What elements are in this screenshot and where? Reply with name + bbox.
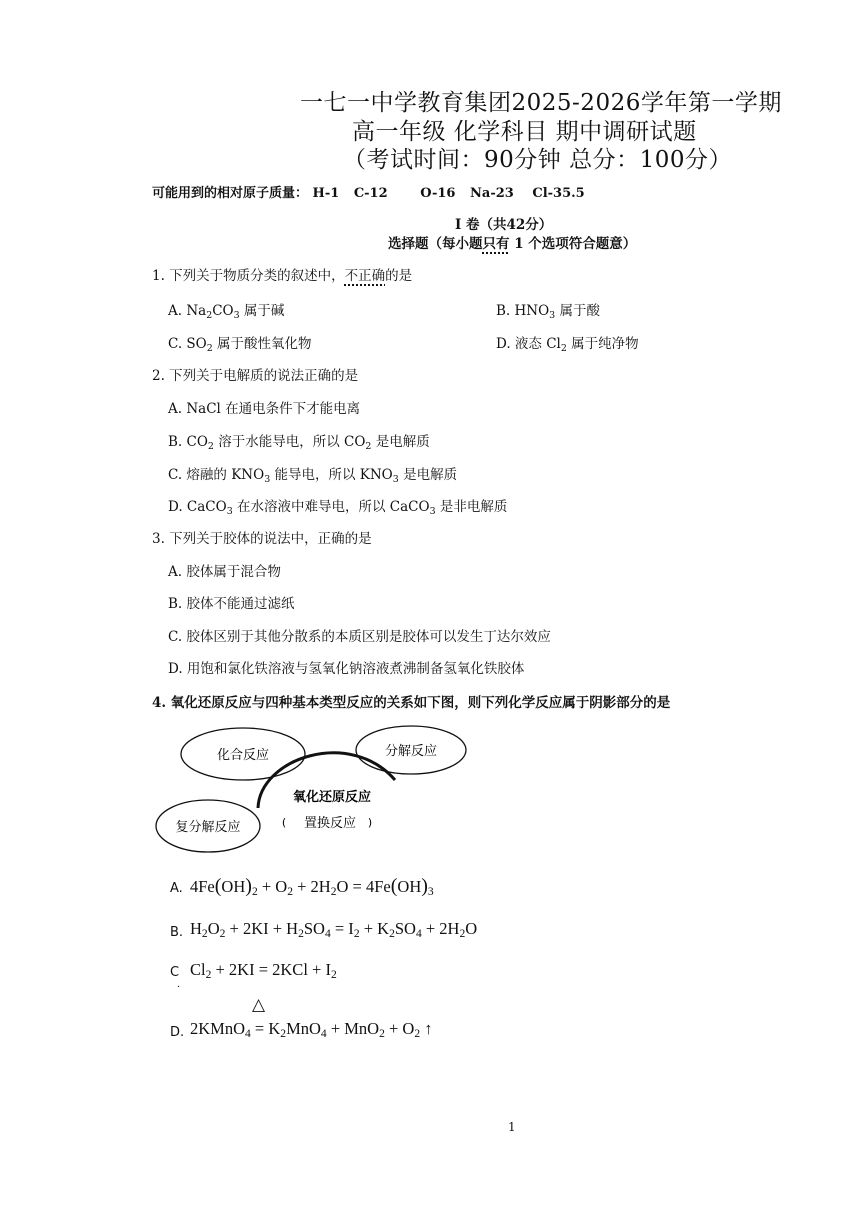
- atomic-mass-item: H-1: [312, 186, 340, 201]
- q2-d-text: D. CaCO: [168, 499, 227, 515]
- eq-text: H: [190, 919, 202, 938]
- eq-text: + 2H: [421, 919, 460, 938]
- eq-text: OH: [221, 877, 246, 896]
- q1-option-c: [168, 332, 312, 352]
- q1-a-text: 属于碱: [239, 303, 285, 319]
- q2-option-d: [168, 495, 507, 515]
- eq-text: O = 4Fe: [336, 877, 391, 896]
- q2-option-b: [168, 430, 430, 450]
- reaction-relationship-diagram: [140, 718, 480, 868]
- q4-option-a-letter: A.: [170, 881, 183, 896]
- eq-text: O: [465, 919, 478, 938]
- atomic-mass-item: Na-23: [470, 186, 514, 201]
- section-subtitle: [388, 232, 636, 252]
- q4-option-c-letter: C: [170, 965, 180, 980]
- q2-option-c: [168, 463, 457, 483]
- q1-d-text: 属于纯净物: [566, 336, 639, 352]
- eq-text: + 2KI + H: [225, 919, 299, 938]
- eq-sub: 4: [415, 928, 422, 940]
- double-displacement-label: 复分解反应: [175, 820, 241, 835]
- heat-symbol: △: [252, 995, 266, 1015]
- q1-d-text: D. 液态 Cl: [496, 336, 561, 352]
- eq-sub: 3: [427, 886, 434, 898]
- section-subtitle-post: 1 个选项符合题意）: [509, 236, 637, 252]
- eq-paren: (: [214, 875, 222, 897]
- q1-c-sub: 2: [206, 343, 213, 354]
- q1-c-text: C. SO: [168, 336, 207, 352]
- q2-d-text: 是非电解质: [435, 499, 508, 515]
- eq-sub: 2: [205, 969, 212, 981]
- eq-paren: (: [390, 875, 398, 897]
- q2-b-text: 是电解质: [371, 434, 430, 450]
- q1-b-text: B. HNO: [496, 303, 550, 319]
- exam-title-time: （考试时间：90分钟 总分：100分）: [343, 147, 732, 173]
- eq-sub: 2: [219, 928, 226, 940]
- q1-a-text: A. Na: [168, 303, 207, 319]
- q2-d-sub: 3: [429, 506, 436, 517]
- question-1-stem: [152, 264, 412, 284]
- q4-option-a-equation: [190, 875, 434, 898]
- atomic-mass-item: Cl-35.5: [532, 186, 585, 201]
- eq-text: ↑: [420, 1019, 433, 1038]
- q4-option-c-equation: [190, 960, 337, 980]
- eq-text: + K: [359, 919, 390, 938]
- q2-c-sub: 3: [264, 474, 271, 485]
- q3-option-c: C. 胶体区别于其他分散系的本质区别是胶体可以发生丁达尔效应: [168, 629, 551, 645]
- displacement-left-mark: (: [281, 816, 287, 829]
- exam-title-subject: 高一年级 化学科目 期中调研试题: [352, 119, 697, 145]
- q2-option-a: A. NaCl 在通电条件下才能电离: [168, 401, 361, 417]
- q1-stem-post: 的是: [385, 268, 413, 284]
- q3-option-a: A. 胶体属于混合物: [168, 564, 281, 580]
- eq-text: SO: [394, 919, 416, 938]
- eq-paren: ): [421, 875, 428, 897]
- combination-label: 化合反应: [216, 748, 270, 763]
- q1-d-sub: 2: [560, 343, 567, 354]
- q1-b-text: 属于酸: [555, 303, 600, 319]
- eq-sub: 2: [330, 886, 337, 898]
- q2-b-text: B. CO: [168, 434, 208, 450]
- eq-paren: ): [245, 875, 252, 897]
- q1-option-a: [168, 299, 284, 319]
- eq-sub: 2: [459, 928, 466, 940]
- eq-sub: 2: [287, 886, 293, 898]
- page-number: 1: [508, 1120, 516, 1134]
- question-2-stem: 2. 下列关于电解质的说法正确的是: [152, 368, 359, 384]
- q2-c-sub: 3: [392, 474, 399, 485]
- q1-a-sub: 3: [233, 310, 240, 321]
- eq-sub: 2: [251, 886, 258, 898]
- eq-text: OH: [397, 877, 422, 896]
- q1-a-sub: 2: [206, 310, 213, 321]
- q1-stem-emphasis: 不正确: [344, 268, 386, 284]
- q1-c-text: 属于酸性氧化物: [212, 336, 312, 352]
- eq-sub: 2: [389, 928, 395, 940]
- eq-text: = K: [250, 1019, 281, 1038]
- section-subtitle-emphasis: 只有: [482, 236, 510, 252]
- displacement-right-mark: ): [367, 816, 373, 829]
- q2-b-text: 溶于水能导电，所以 CO: [213, 434, 366, 450]
- eq-sub: 4: [320, 1028, 327, 1040]
- q2-d-sub: 3: [226, 506, 233, 517]
- eq-text: + 2H: [292, 877, 331, 896]
- q1-option-b: [496, 299, 600, 319]
- eq-sub: 2: [379, 1028, 385, 1040]
- q4-option-d-equation: [190, 1019, 433, 1039]
- atomic-mass-item: O-16: [420, 186, 456, 201]
- q2-c-text: C. 熔融的 KNO: [168, 467, 265, 483]
- question-4-stem: 4. 氧化还原反应与四种基本类型反应的关系如下图，则下列化学反应属于阴影部分的是: [152, 695, 671, 711]
- decomposition-label: 分解反应: [384, 744, 438, 759]
- eq-text: O: [207, 919, 220, 938]
- question-3-stem: 3. 下列关于胶体的说法中，正确的是: [152, 531, 372, 547]
- q1-a-text: CO: [212, 303, 234, 319]
- eq-text: + MnO: [326, 1019, 380, 1038]
- atomic-mass-item: C-12: [353, 186, 388, 201]
- eq-sub: 2: [330, 969, 337, 981]
- q2-d-text: 在水溶液中难导电，所以 CaCO: [232, 499, 430, 515]
- redox-label: 氧化还原反应: [292, 790, 372, 805]
- displacement-label: 置换反应: [303, 816, 357, 831]
- q2-c-text: 能导电，所以 KNO: [270, 467, 393, 483]
- eq-sub: 4: [245, 1028, 251, 1040]
- q3-option-d: D. 用饱和氯化铁溶液与氢氧化钠溶液煮沸制备氢氧化铁胶体: [168, 661, 525, 677]
- q4-option-b-equation: [190, 919, 477, 939]
- exam-title-school: 一七一中学教育集团2025-2026学年第一学期: [300, 90, 782, 116]
- stray-dot: ·: [177, 982, 181, 993]
- eq-text: SO: [303, 919, 325, 938]
- q1-stem-pre: 1. 下列关于物质分类的叙述中，: [152, 268, 345, 284]
- q1-option-d: [496, 332, 639, 352]
- q2-c-text: 是电解质: [398, 467, 458, 483]
- q2-b-sub: 2: [207, 441, 214, 452]
- atomic-mass-line: [152, 182, 585, 201]
- q4-option-b-letter: B.: [170, 925, 184, 940]
- eq-sub: 2: [298, 928, 304, 940]
- eq-text: MnO: [286, 1019, 321, 1038]
- eq-sub: 4: [324, 928, 331, 940]
- q2-b-sub: 2: [365, 441, 372, 452]
- atomic-mass-label: 可能用到的相对原子质量：: [152, 186, 309, 201]
- eq-sub: 2: [414, 1028, 421, 1040]
- eq-sub: 2: [353, 928, 360, 940]
- section-title: I 卷（共42分）: [455, 217, 553, 233]
- section-subtitle-pre: 选择题（每小题: [388, 236, 483, 252]
- eq-text: + O: [384, 1019, 415, 1038]
- eq-text: = I: [330, 919, 354, 938]
- eq-sub: 2: [280, 1028, 287, 1040]
- eq-text: + O: [257, 877, 288, 896]
- eq-text: + 2KI = 2KCl + I: [211, 960, 331, 979]
- eq-text: Cl: [190, 960, 206, 979]
- eq-sub: 2: [201, 928, 208, 940]
- q3-option-b: B. 胶体不能通过滤纸: [168, 596, 295, 612]
- q1-b-sub: 3: [549, 310, 556, 321]
- eq-text: 4Fe: [190, 877, 215, 896]
- q4-option-d-letter: D.: [170, 1025, 185, 1040]
- eq-text: 2KMnO: [190, 1019, 246, 1038]
